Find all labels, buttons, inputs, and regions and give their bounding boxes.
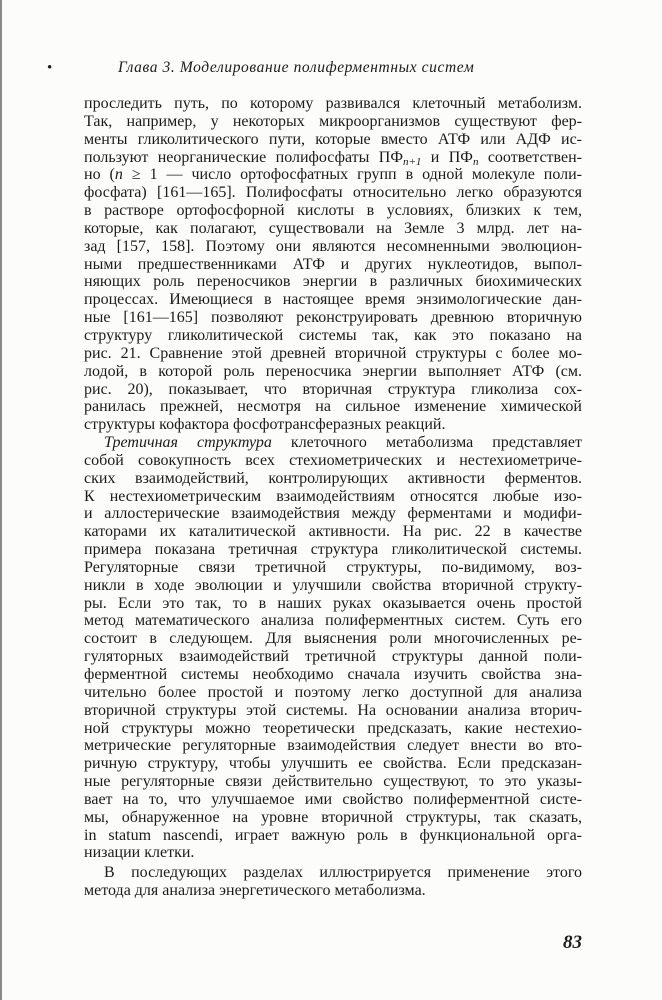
text-segment: и ПФ [421, 148, 473, 166]
text-line: ферментной системы необходимо сначала изучить свойства зна- [84, 666, 582, 683]
text-line: проследить путь, по которому развивался клеточный метаболизм. [84, 95, 582, 112]
text-line [84, 166, 582, 184]
text-line: метод математического анализа полиферментных систем. Суть его [84, 612, 582, 630]
text-line: ными предшественниками АТФ и других нуклеотидов, выпол- [84, 255, 582, 273]
text-line: вает на то, что улучшаемое ими свойство полиферментной систе- [84, 790, 582, 808]
page-number: 83 [563, 932, 582, 953]
italic-term: Третичная структура [104, 434, 272, 452]
text-line: которые, как полагают, существовали на Земле 3 млрд. лет на- [84, 219, 582, 237]
body-text [84, 95, 582, 900]
text-line [84, 434, 582, 452]
text-line: чительно более простой и поэтому легко доступной для анализа [84, 683, 582, 701]
text-line: менты гликолитического пути, которые вместо АТФ или АДФ ис- [84, 130, 582, 148]
text-line: ные регуляторные связи действительно существуют, то это указы- [84, 773, 582, 791]
text-line: зад [157, 158]. Поэтому они являются несомненными эволюцион- [84, 237, 582, 255]
running-title: Глава 3. Моделирование полиферментных систем [118, 59, 475, 76]
paragraph-3 [84, 864, 582, 900]
text-line: метода для анализа энергетического метаболизма. [84, 882, 426, 900]
header-bullet-marker: • [47, 60, 53, 76]
text-line [84, 149, 582, 167]
text-line: состоит в следующем. Для выяснения роли многочисленных ре- [84, 630, 582, 648]
subscript: n [472, 155, 479, 168]
text-line: в растворе ортофосфорной кислоты в условиях, близких к тем, [84, 202, 582, 220]
text-line: гуляторных взаимодействий третичной структуры данной поли- [84, 648, 582, 666]
text-line: низации клетки. [84, 844, 195, 862]
paragraph-1 [84, 95, 582, 434]
text-line: В последующих разделах иллюстрируется применение этого [104, 864, 582, 882]
text-line: рис. 20), показывает, что вторичная структура гликолиза сох- [84, 380, 582, 398]
paragraph-2 [84, 434, 582, 862]
text-line: ричную структуру, чтобы улучшить ее свойства. Если предсказан- [84, 755, 582, 773]
text-line: няющих роль переносчиков энергии в различных биохимических [84, 273, 582, 291]
text-segment: ≥ 1 — число ортофосфатных групп в одной молекуле поли- [122, 166, 582, 184]
page-edge-shadow [0, 0, 2, 1000]
text-line: ры. Если это так, то в наших руках оказывается очень простой [84, 594, 582, 612]
text-line: ранилась прежней, несмотря на сильное изменение химической [84, 398, 582, 416]
text-segment: но ( [84, 166, 115, 184]
text-line: ные [161—165] позволяют реконструировать древнюю вторичную [84, 309, 582, 327]
text-line: и аллостерические взаимодействия между ферментами и модифи- [84, 505, 582, 523]
text-line: лодой, в которой роль переносчика энергии выполняет АТФ (см. [84, 362, 582, 380]
text-line: структуру гликолитической системы так, как это показано на [84, 326, 582, 344]
text-line: ских взаимодействий, контролирующих активности ферментов. [84, 469, 582, 487]
text-line: Так, например, у некоторых микроорганизмов существуют фер- [84, 112, 582, 130]
text-line: Регуляторные связи третичной структуры, по-видимому, воз- [84, 558, 582, 576]
text-line: процессах. Имеющиеся в настоящее время энзимологические дан- [84, 291, 582, 309]
subscript: n+1 [402, 155, 422, 168]
italic-variable: n [114, 166, 123, 184]
text-line: структуры кофактора фосфотрансферазных реакций. [84, 416, 446, 434]
text-line: метрические регуляторные взаимодействия следует внести во вто- [84, 737, 582, 755]
text-segment: пользуют неорганические полифосфаты ПФ [84, 148, 403, 166]
text-segment: клеточного метаболизма представляет [271, 434, 582, 452]
text-line: мы, обнаруженное на уровне вторичной структуры, так сказать, [84, 808, 582, 826]
text-line: каторами их каталитической активности. На рис. 22 в качестве [84, 523, 582, 541]
text-line: рис. 21. Сравнение этой древней вторичной структуры с более мо- [84, 344, 582, 362]
text-line: примера показана третичная структура гликолитической системы. [84, 541, 582, 559]
text-segment: соответствен- [478, 148, 582, 166]
text-line: К нестехиометрическим взаимодействиям относятся любые изо- [84, 487, 582, 505]
text-line: собой совокупность всех стехиометрических и нестехиометриче- [84, 451, 582, 469]
text-line: никли в ходе эволюции и улучшили свойства вторичной структу- [84, 576, 582, 594]
text-line: in statum nascendi, играет важную роль в функциональной орга- [84, 826, 582, 844]
text-line: ной структуры можно теоретически предсказать, какие нестехио- [84, 719, 582, 737]
text-line: фосфата) [161—165]. Полифосфаты относительно легко образуются [84, 184, 582, 202]
text-line: вторичной структуры этой системы. На основании анализа вторич- [84, 701, 582, 719]
